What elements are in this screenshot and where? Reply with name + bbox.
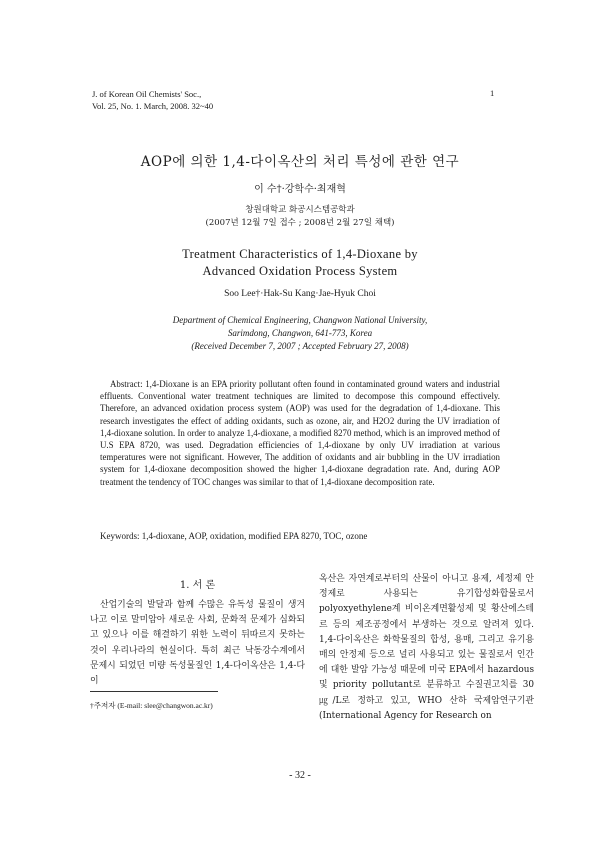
- korean-title: AOP에 의한 1,4-다이옥산의 처리 특성에 관한 연구: [140, 154, 460, 170]
- korean-affiliation: 창원대학교 화공시스템공학과: [245, 205, 355, 215]
- english-title-line2: Advanced Oxidation Process System: [202, 264, 398, 278]
- header-page-number: 1: [490, 88, 495, 98]
- english-title: [0, 246, 600, 280]
- body-column-right: [319, 572, 534, 724]
- english-affiliation-line2: Sarimdong, Changwon, 641-773, Korea: [227, 328, 373, 338]
- english-authors: Soo Lee†·Hak-Su Kang·Jae-Hyuk Choi: [224, 289, 376, 299]
- korean-affiliation-block: [0, 204, 600, 230]
- footnote: †주저자 (E-mail: slee@changwon.ac.kr): [90, 701, 213, 710]
- journal-name: J. of Korean Oil Chemists' Soc.,: [92, 89, 202, 99]
- body-paragraph: 산업기술의 발달과 함께 수많은 유독성 물질이 생겨나고 이로 말미암아 새로운 사회, 문화적 문제가 심화되고 있으나 이를 해결하기 위한 노력이 뒤따르지 못하는 것이 우리나라의 현실이다. 특히 최근 낙동강수계에서 문제시 되었던 미량 독성물질인 1,4-다이옥산은 1,4-다이: [90, 600, 305, 687]
- journal-volume: Vol. 25, No. 1. March, 2008. 32~40: [92, 101, 214, 111]
- english-affiliation-block: [0, 314, 600, 353]
- section-heading: 1. 서 론: [179, 580, 216, 591]
- body-column-left: [90, 598, 305, 689]
- body-paragraph: 옥산은 자연계로부터의 산물이 아니고 용제, 세정제 안정제로 사용되는 유기합성화합물로서 polyoxyethylene계 비이온계면활성제 및 황산에스테르 등의 제조공정에서 부생하는 것으로 알려져 있다. 1,4-다이옥산은 화학물질의 합성, 용매, 그리고 유기용매의 안정제 등으로 널리 사용되고 있는 물질로서 인간에 대한 발암 가능성 때문에 미국 EPA에서 hazardous 및 priority pollutant로 분류하고 수질권고치를 30 ㎍/L로 정하고 있고, WHO 산하 국제암연구기관(International Agency for Research on: [319, 574, 534, 721]
- keywords-label: Keywords:: [100, 531, 140, 541]
- korean-authors: 이 수†·강학수·최재혁: [254, 184, 346, 195]
- keywords: [100, 531, 520, 541]
- abstract-text: 1,4-Dioxane is an EPA priority pollutant often found in contaminated ground waters and industrial effluents. Conventional water treatment techniques are limited to decompose this compound effectively. Therefore, an advanced oxidation process system (AOP) was used for the degradation of 1,4-dioxane. This research investigates the effect of adding oxidants, such as ozone, air, and H2O2 during the UV irradiation of 1,4-dioxane solution. In order to analyze 1,4-dioxane, a modified 8270 method, which is an improved method of U.S EPA 8720, was used. Degradation efficiencies of 1,4-dioxane by only UV irradiation at various temperatures were not significant. However, The addition of oxidants and air bubbling in the UV irradiation system for 1,4-dioxane decomposition showed the higher 1,4-dioxane degradation rate. And, during AOP treatment the tendency of TOC changes was similar to that of 1,4-dioxane decomposition rate.: [100, 379, 501, 487]
- english-received: (Received December 7, 2007 ; Accepted February 27, 2008): [191, 341, 409, 351]
- footnote-divider: [90, 691, 218, 692]
- keywords-text: 1,4-dioxane, AOP, oxidation, modified EPA 8270, TOC, ozone: [141, 531, 368, 541]
- journal-citation: [92, 88, 213, 112]
- english-affiliation-line1: Department of Chemical Engineering, Changwon National University,: [172, 315, 428, 325]
- abstract-label: Abstract:: [110, 379, 143, 389]
- page-footer: - 32 -: [289, 770, 311, 781]
- english-title-line1: Treatment Characteristics of 1,4-Dioxane by: [182, 247, 418, 261]
- korean-received: (2007년 12월 7일 접수 ; 2008년 2월 27일 채택): [205, 218, 395, 228]
- abstract: [100, 378, 500, 488]
